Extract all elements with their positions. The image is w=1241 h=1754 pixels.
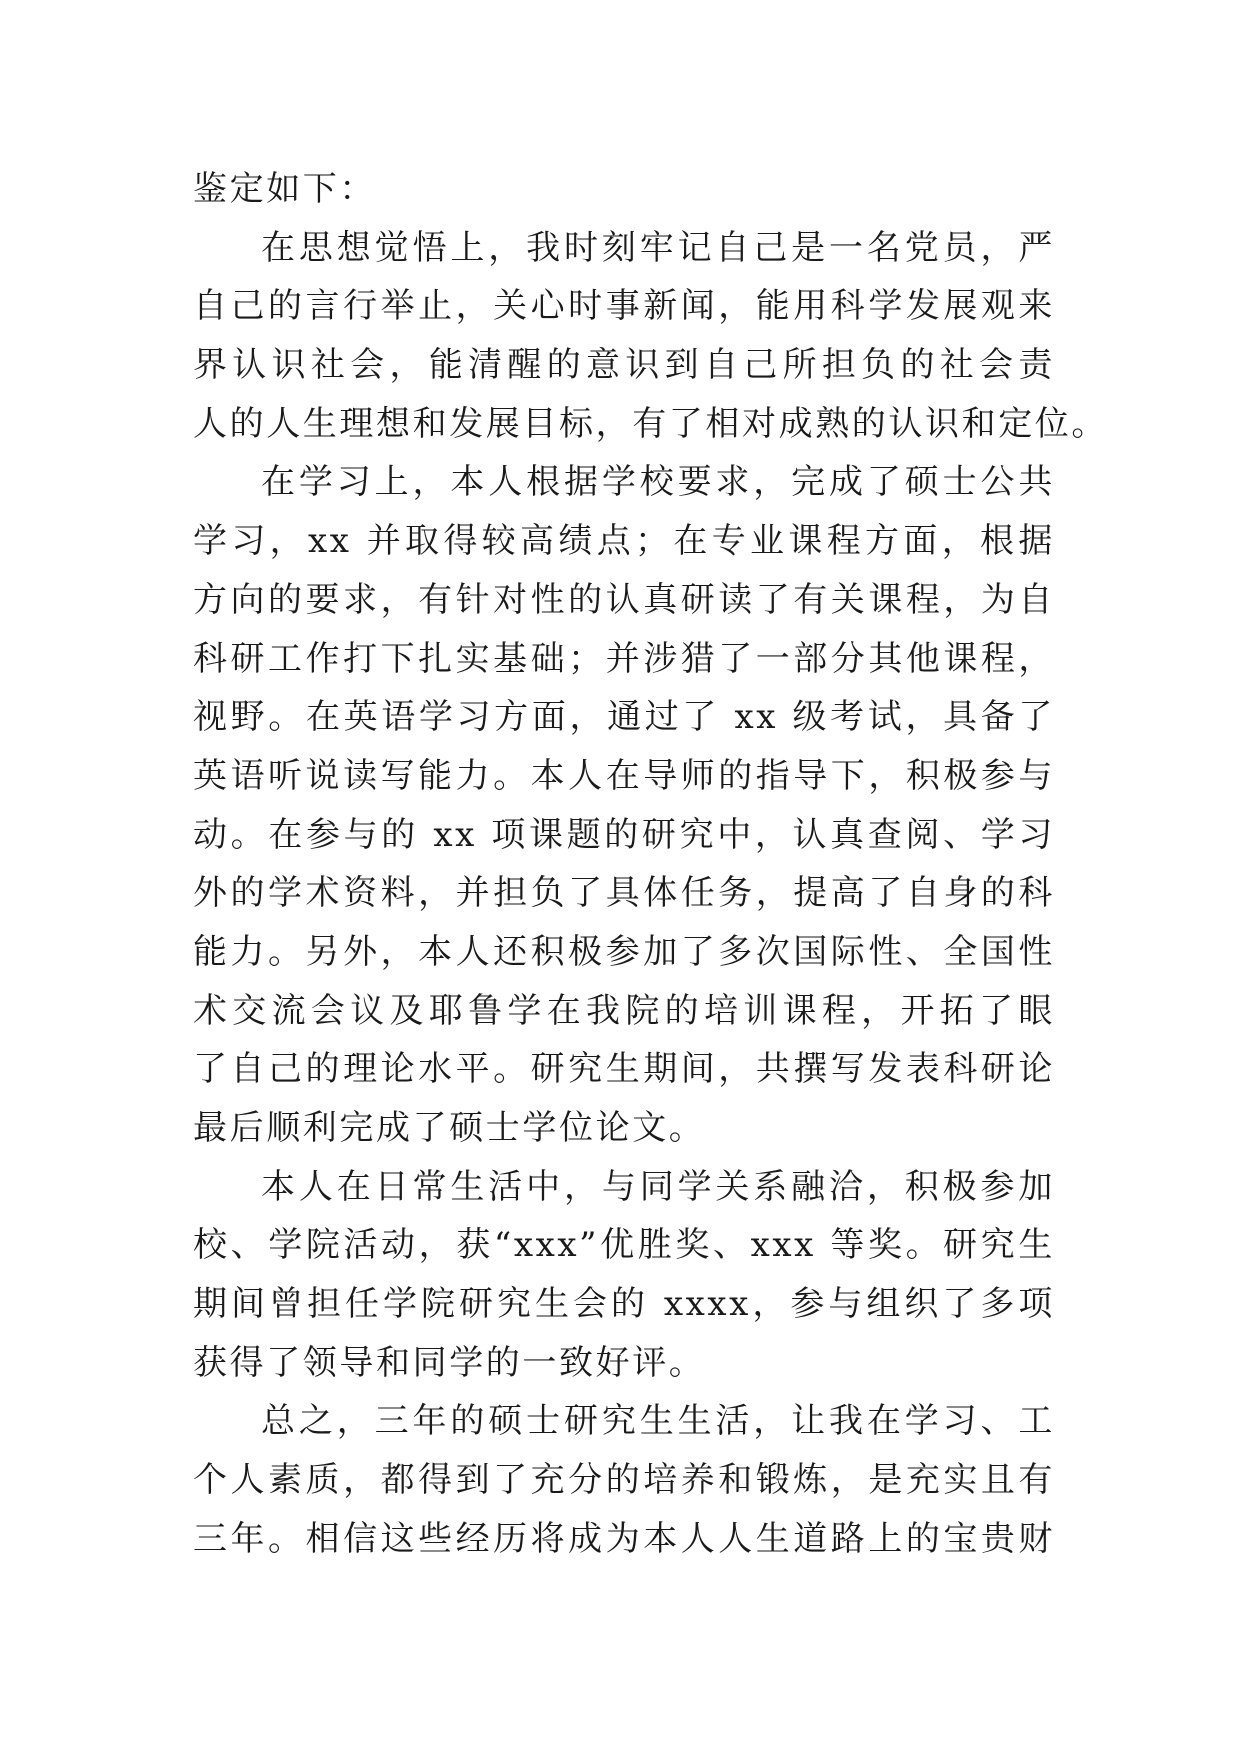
text-line: 总之，三年的硕士研究生生活，让我在学习、工	[261, 1401, 1055, 1442]
text-line: 英语听说读写能力。本人在导师的指导下，积极参与	[193, 755, 1055, 796]
text-line: 界认识社会，能清醒的意识到自己所担负的社会责	[193, 345, 1055, 386]
text-line: 本人在日常生活中，与同学关系融洽，积极参加	[261, 1166, 1055, 1207]
document-body	[193, 160, 1108, 1569]
text-line: 在思想觉悟上，我时刻牢记自己是一名党员，严	[261, 227, 1055, 268]
text-line: 外的学术资料，并担负了具体任务，提高了自身的科	[193, 873, 1055, 914]
text-line: 获得了领导和同学的一致好评。	[193, 1342, 706, 1383]
text-line: 视野。在英语学习方面，通过了 xx 级考试，具备了	[193, 697, 1055, 738]
text-line: 校、学院活动，获“xxx”优胜奖、xxx 等奖。研究生	[193, 1225, 1055, 1266]
text-line: 人的人生理想和发展目标，有了相对成熟的认识和定位。	[193, 403, 1108, 444]
text-line: 动。在参与的 xx 项课题的研究中，认真查阅、学习	[193, 814, 1055, 855]
text-line: 鉴定如下：	[193, 169, 376, 209]
text-line: 术交流会议及耶鲁学在我院的培训课程，开拓了眼	[193, 990, 1055, 1031]
text-line: 方向的要求，有针对性的认真研读了有关课程，为自	[193, 579, 1055, 620]
text-line: 能力。另外，本人还积极参加了多次国际性、全国性	[193, 931, 1055, 972]
text-line: 期间曾担任学院研究生会的 xxxx，参与组织了多项	[193, 1284, 1055, 1325]
text-line: 科研工作打下扎实基础；并涉猎了一部分其他课程，	[193, 638, 1055, 679]
text-line: 在学习上，本人根据学校要求，完成了硕士公共	[261, 462, 1055, 503]
text-line: 三年。相信这些经历将成为本人人生道路上的宝贵财	[193, 1518, 1055, 1559]
text-line: 个人素质，都得到了充分的培养和锻炼，是充实且有	[193, 1460, 1055, 1501]
text-line: 了自己的理论水平。研究生期间，共撰写发表科研论	[193, 1049, 1055, 1090]
text-line: 学习，xx 并取得较高绩点；在专业课程方面，根据	[193, 521, 1055, 562]
text-line: 自己的言行举止，关心时事新闻，能用科学发展观来	[193, 286, 1055, 327]
text-line: 最后顺利完成了硕士学位论文。	[193, 1108, 706, 1148]
